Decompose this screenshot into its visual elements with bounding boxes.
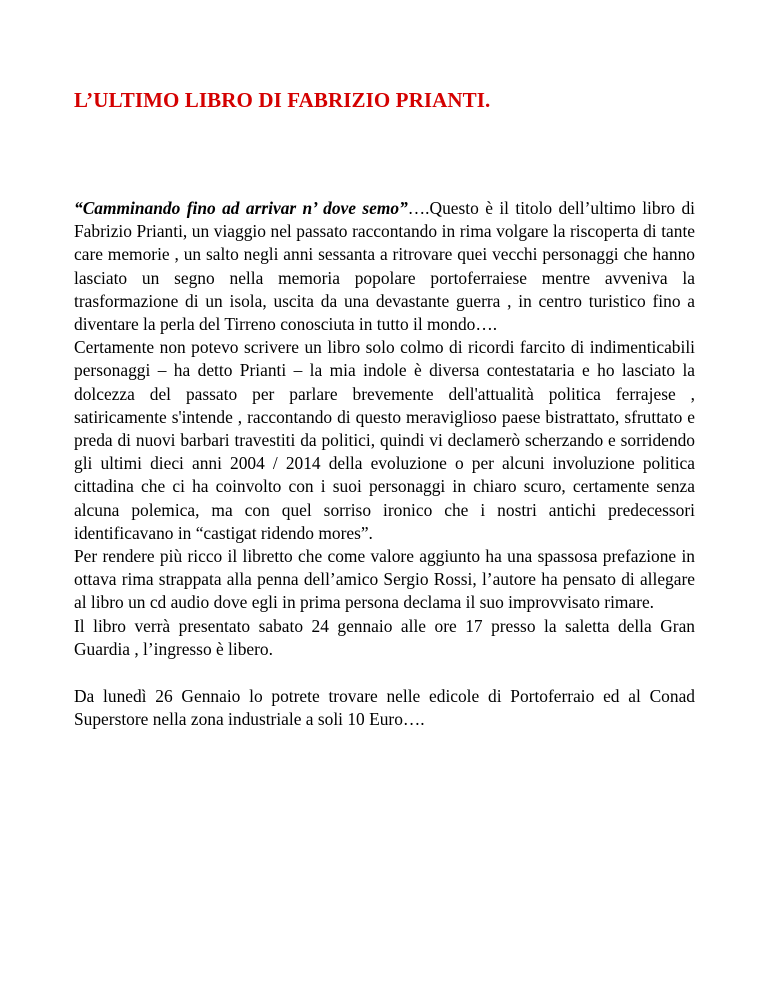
book-title: “Camminando fino ad arrivar n’ dove semo” [74, 198, 408, 218]
article-body [74, 197, 695, 731]
paragraph-presentation: Il libro verrà presentato sabato 24 gennaio alle ore 17 presso la saletta della Gran Guardia , l’ingresso è libero. [74, 615, 695, 659]
paragraph-intro-text: ….Questo è il titolo dell’ultimo libro di Fabrizio Prianti, un viaggio nel passato raccontando in rima volgare la riscoperta di tante care memorie , un salto negli anni sessanta a ritrovare quei vecchi personaggi che hanno lasciato un segno nella memoria popolare portoferraiese mentre avveniva la trasformazione di un isola, uscita da una devastante guerra , in centro turistico fino a diventare la perla del Tirreno conosciuta in tutto il mondo…. [74, 198, 695, 335]
paragraph-intro [74, 197, 695, 336]
paragraph-quote: Certamente non potevo scrivere un libro solo colmo di ricordi farcito di indimenticabili personaggi – ha detto Prianti – la mia indole è diversa contestataria e ho lasciato la dolcezza del passato per parlare brevemente dell'attualità politica ferrajese , satiricamente s'intende , raccontando di questo meraviglioso paese bistrattato, sfruttato e preda di nuovi barbari travestiti da politici, quindi vi declamerò scherzando e sorridendo gli ultimi dieci anni 2004 / 2014 della evoluzione o per alcuni involuzione politica cittadina che ci ha coinvolto con i suoi personaggi in chiaro scuro, certamente senza alcuna polemica, ma con quel sorriso ironico che i nostri antichi predecessori identificavano in “castigat ridendo mores”. [74, 337, 695, 543]
paragraph-availability: Da lunedì 26 Gennaio lo potrete trovare nelle edicole di Portoferraio ed al Conad Superstore nella zona industriale a soli 10 Euro…. [74, 686, 695, 730]
paragraph-spacer [74, 661, 695, 685]
article-title: L’ULTIMO LIBRO DI FABRIZIO PRIANTI. [74, 88, 491, 112]
paragraph-preface: Per rendere più ricco il libretto che come valore aggiunto ha una spassosa prefazione in ottava rima strappata alla penna dell’amico Sergio Rossi, l’autore ha pensato di allegare al libro un cd audio dove egli in prima persona declama il suo improvvisato rimare. [74, 546, 695, 613]
